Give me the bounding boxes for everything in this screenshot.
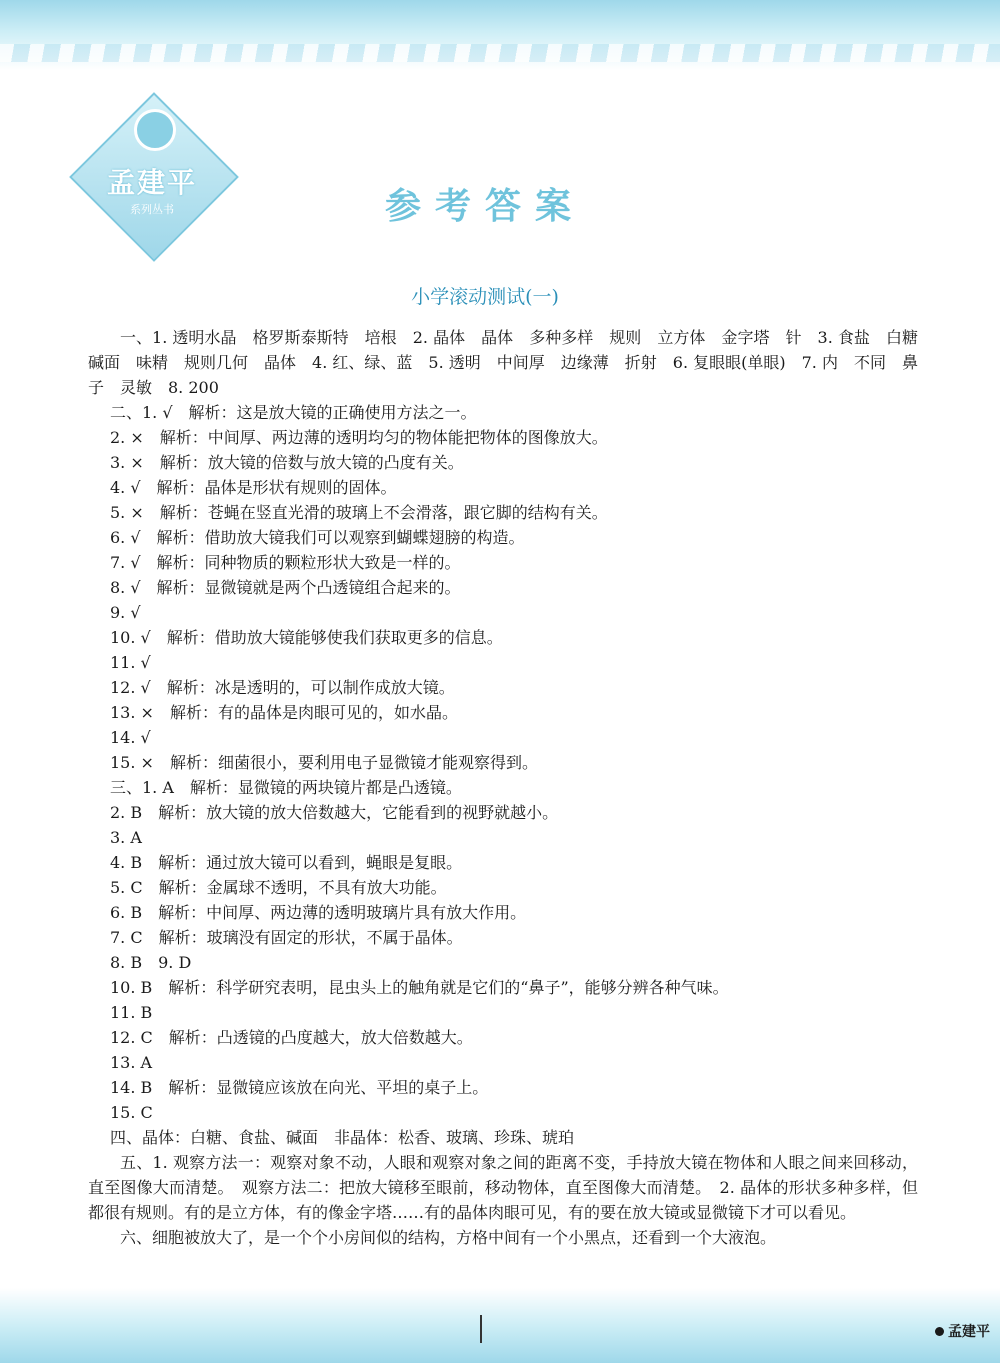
answer-line: 6. B 解析：中间厚、两边薄的透明玻璃片具有放大作用。 xyxy=(110,903,527,922)
logo-badge-icon xyxy=(134,109,176,151)
answer-line: 8. B 9. D xyxy=(110,953,192,972)
answer-line: 4. B 解析：通过放大镜可以看到，蝇眼是复眼。 xyxy=(110,853,463,872)
logo-text: 孟建平 xyxy=(106,166,197,199)
answer-line: 12. √ 解析：冰是透明的，可以制作成放大镜。 xyxy=(110,678,455,697)
answer-part-1: 一、1. 透明水晶 格罗斯泰斯特 培根 2. 晶体 晶体 多种多样 规则 立方体 金字塔 针 3. 食盐 白糖 碱面 味精 规则几何 晶体 4. 红、绿、蓝 5. 透明 中间厚 边缘薄 折射 6. 复眼眼(单眼) 7. 内 不同 鼻子 灵敏 8. 200 xyxy=(88,328,935,397)
footer-brand xyxy=(935,1321,990,1341)
answer-line: 2. × 解析：中间厚、两边薄的透明均匀的物体能把物体的图像放大。 xyxy=(110,428,608,447)
answer-line: 14. B 解析：显微镜应该放在向光、平坦的桌子上。 xyxy=(110,1078,489,1097)
answer-line: 11. B xyxy=(110,1003,153,1022)
answer-line: 13. × 解析：有的晶体是肉眼可见的，如水晶。 xyxy=(110,703,458,722)
answer-line: 4. √ 解析：晶体是形状有规则的固体。 xyxy=(110,478,397,497)
answer-line: 11. √ xyxy=(110,653,151,672)
answer-line: 15. C xyxy=(110,1103,153,1122)
answer-line: 10. B 解析：科学研究表明，昆虫头上的触角就是它们的“鼻子”，能够分辨各种气味。 xyxy=(110,978,729,997)
page-title: 参考答案 xyxy=(384,186,585,227)
answer-line: 10. √ 解析：借助放大镜能够使我们获取更多的信息。 xyxy=(110,628,503,647)
series-logo xyxy=(72,95,232,255)
bullet-icon xyxy=(935,1327,944,1336)
answer-content xyxy=(88,325,935,1250)
answer-line: 四、晶体：白糖、食盐、碱面 非晶体：松香、玻璃、珍珠、琥珀 xyxy=(110,1128,575,1147)
answer-line: 3. × 解析：放大镜的倍数与放大镜的凸度有关。 xyxy=(110,453,464,472)
section-title: 小学滚动测试(一) xyxy=(411,286,559,308)
answer-line: 二、1. √ 解析：这是放大镜的正确使用方法之一。 xyxy=(110,403,477,422)
logo-subtext: 系列丛书 xyxy=(130,203,174,216)
answer-part-5: 五、1. 观察方法一：观察对象不动，人眼和观察对象之间的距离不变，手持放大镜在物体和人眼之间来回移动，直至图像大而清楚。 观察方法二：把放大镜移至眼前，移动物体，直至图像大而清楚。 2. 晶体的形状多种多样，但都很有规则。有的是立方体，有的像金字塔……有的晶体肉眼可见，有的要在放大镜或显微镜下才可以看见。 xyxy=(88,1153,918,1222)
bottom-decorative-band xyxy=(0,1288,1000,1363)
answer-line: 5. C 解析：金属球不透明，不具有放大功能。 xyxy=(110,878,447,897)
answer-line: 三、1. A 解析：显微镜的两块镜片都是凸透镜。 xyxy=(110,778,462,797)
answer-line: 2. B 解析：放大镜的放大倍数越大，它能看到的视野就越小。 xyxy=(110,803,559,822)
answer-part-6: 六、细胞被放大了，是一个个小房间似的结构，方格中间有一个小黑点，还看到一个大液泡。 xyxy=(120,1228,777,1247)
answer-line: 7. C 解析：玻璃没有固定的形状，不属于晶体。 xyxy=(110,928,463,947)
answer-line: 7. √ 解析：同种物质的颗粒形状大致是一样的。 xyxy=(110,553,461,572)
answer-line: 14. √ xyxy=(110,728,151,747)
answer-line: 9. √ xyxy=(110,603,141,622)
answer-line: 6. √ 解析：借助放大镜我们可以观察到蝴蝶翅膀的构造。 xyxy=(110,528,525,547)
top-decorative-band xyxy=(0,0,1000,70)
page-divider xyxy=(480,1315,482,1343)
answer-line: 5. × 解析：苍蝇在竖直光滑的玻璃上不会滑落，跟它脚的结构有关。 xyxy=(110,503,608,522)
answer-line: 13. A xyxy=(110,1053,153,1072)
footer-text: 孟建平 xyxy=(948,1324,990,1340)
answer-line: 12. C 解析：凸透镜的凸度越大，放大倍数越大。 xyxy=(110,1028,473,1047)
answer-line: 3. A xyxy=(110,828,142,847)
answer-line: 8. √ 解析：显微镜就是两个凸透镜组合起来的。 xyxy=(110,578,461,597)
answer-line: 15. × 解析：细菌很小，要利用电子显微镜才能观察得到。 xyxy=(110,753,538,772)
